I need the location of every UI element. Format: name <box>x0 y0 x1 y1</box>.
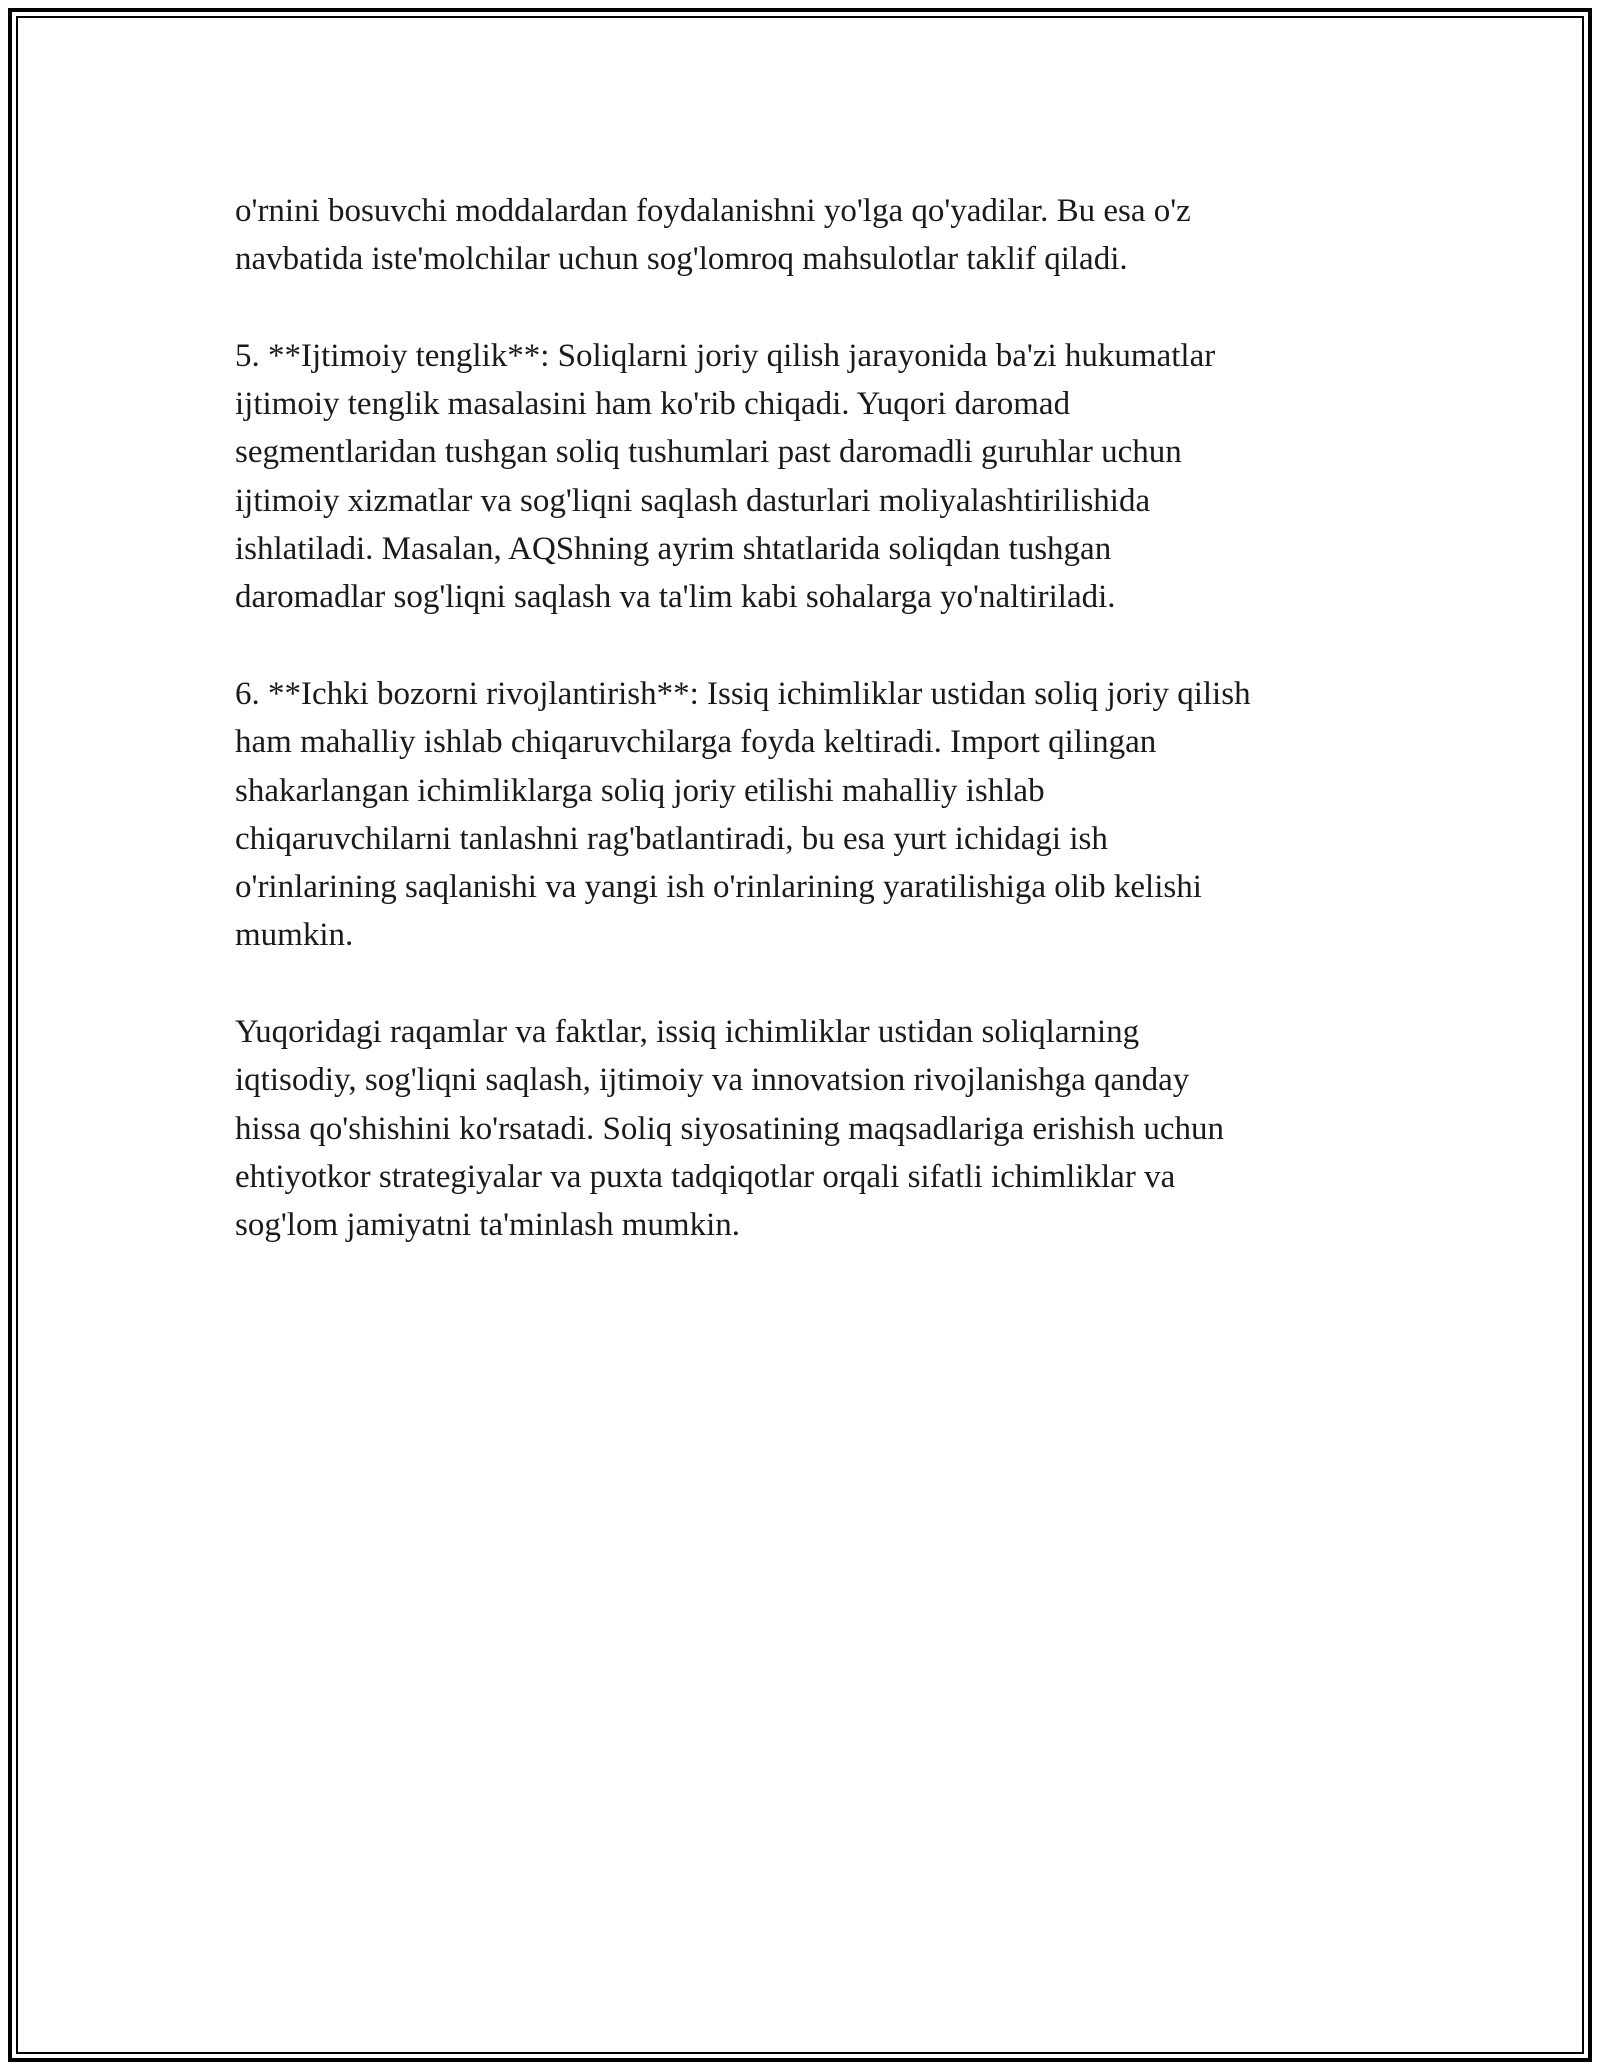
document-body <box>235 187 1395 1298</box>
paragraph-conclusion <box>235 1008 1395 1249</box>
text-line: ishlatiladi. Masalan, AQShning ayrim shtatlarida soliqdan tushgan <box>235 531 1112 568</box>
text-line: sog'lom jamiyatni ta'minlash mumkin. <box>235 1207 741 1244</box>
paragraph-item-6 <box>235 670 1395 960</box>
text-line: navbatida iste'molchilar uchun sog'lomroq mahsulotlar taklif qiladi. <box>235 241 1128 278</box>
text-line: ehtiyotkor strategiyalar va puxta tadqiqotlar orqali sifatli ichimliklar va <box>235 1158 1176 1195</box>
text-line: ijtimoiy xizmatlar va sog'liqni saqlash dasturlari moliyalashtirilishida <box>235 482 1151 519</box>
text-line: iqtisodiy, sog'liqni saqlash, ijtimoiy va innovatsion rivojlanishga qanday <box>235 1062 1190 1099</box>
text-line: mumkin. <box>235 917 354 954</box>
text-line: o'rnini bosuvchi moddalardan foydalanishni yo'lga qo'yadilar. Bu esa o'z <box>235 193 1191 229</box>
text-line: segmentlaridan tushgan soliq tushumlari past daromadli guruhlar uchun <box>235 434 1182 471</box>
text-line: o'rinlarining saqlanishi va yangi ish o'rinlarining yaratilishiga olib kelishi <box>235 869 1202 906</box>
text-line: chiqaruvchilarni tanlashni rag'batlantiradi, bu esa yurt ichidagi ish <box>235 820 1108 857</box>
text-line: Yuqoridagi raqamlar va faktlar, issiq ichimliklar ustidan soliqlarning <box>235 1014 1140 1051</box>
text-line: ham mahalliy ishlab chiqaruvchilarga foyda keltiradi. Import qilingan <box>235 724 1157 761</box>
text-line: daromadlar sog'liqni saqlash va ta'lim kabi sohalarga yo'naltiriladi. <box>235 579 1116 616</box>
text-line: 6. **Ichki bozorni rivojlantirish**: Issiq ichimliklar ustidan soliq joriy qilish <box>235 675 1251 712</box>
text-line: shakarlangan ichimliklarga soliq joriy etilishi mahalliy ishlab <box>235 772 1045 809</box>
paragraph-item-5 <box>235 332 1395 622</box>
text-line: 5. **Ijtimoiy tenglik**: Soliqlarni joriy qilish jarayonida ba'zi hukumatlar <box>235 337 1216 374</box>
paragraph-continuation <box>235 187 1395 284</box>
text-line: hissa qo'shishini ko'rsatadi. Soliq siyosatining maqsadlariga erishish uchun <box>235 1110 1224 1147</box>
text-line: ijtimoiy tenglik masalasini ham ko'rib chiqadi. Yuqori daromad <box>235 386 1071 423</box>
